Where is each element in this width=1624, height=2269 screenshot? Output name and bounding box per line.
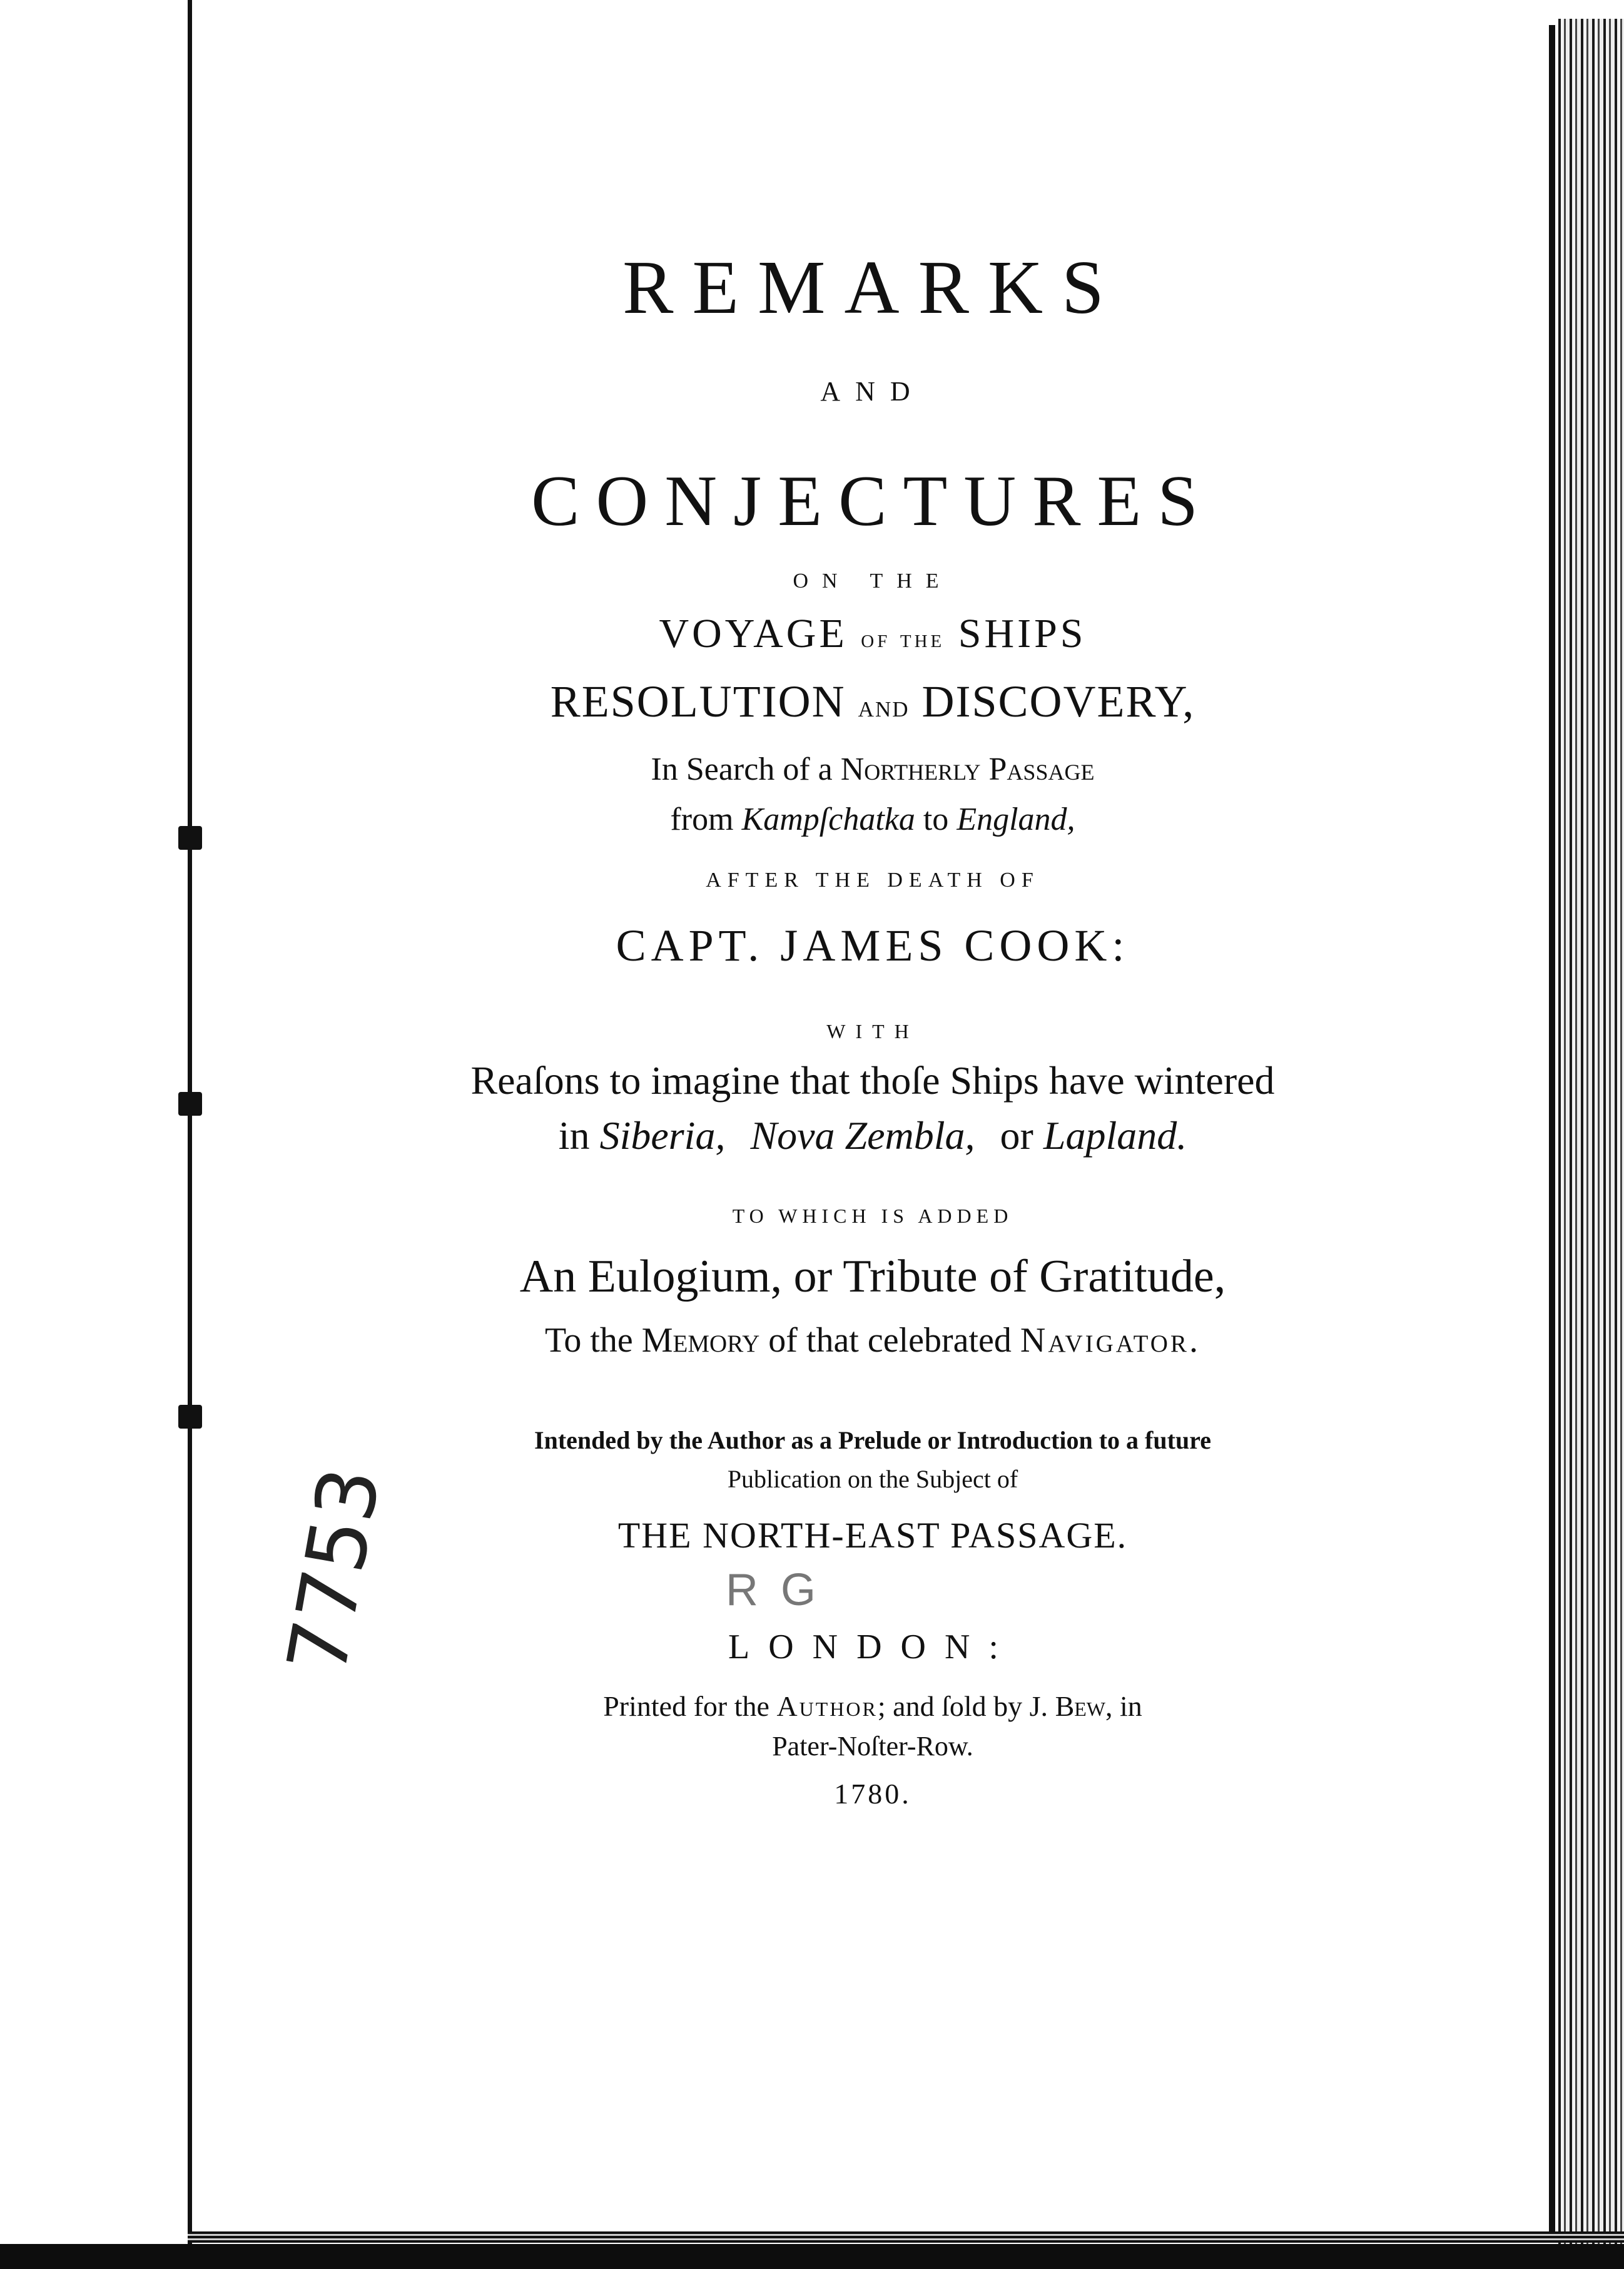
lapland-word: Lapland. (1043, 1113, 1187, 1158)
and-word: and (858, 688, 910, 723)
title-intended: Intended by the Author as a Prelude or Introduction to a future (534, 1426, 1211, 1454)
bew-word: Bew (1055, 1690, 1105, 1722)
title-memory-line (194, 1320, 1551, 1360)
imprint-city: LONDON: (728, 1628, 1017, 1666)
title-on-the: ON THE (793, 569, 953, 593)
title-page-text (194, 0, 1551, 2269)
to-the-text: To the (545, 1321, 633, 1360)
siberia-word: Siberia, (599, 1113, 726, 1158)
title-remarks: REMARKS (622, 245, 1123, 330)
title-captain-cook: CAPT. JAMES COOK: (616, 920, 1130, 971)
search-text: In Search of a (651, 752, 833, 787)
left-page-gutter (188, 0, 192, 2269)
title-voyage-line (194, 610, 1551, 658)
library-stamp: R G (726, 1565, 821, 1615)
handwritten-shelfmark: 7753 (269, 1461, 399, 1681)
nova-zembla-word: Nova Zembla, (750, 1113, 975, 1158)
to-word: to (923, 802, 949, 837)
title-search-line (194, 751, 1551, 788)
in-word: in (558, 1113, 590, 1158)
title-conjectures: CONJECTURES (531, 461, 1214, 541)
title-to-which-is-added: TO WHICH IS ADDED (732, 1205, 1013, 1227)
resolution-word: RESOLUTION (550, 676, 846, 727)
title-reasons: Reaſons to imagine that thoſe Ships have wintered (470, 1058, 1275, 1103)
title-eulogium: An Eulogium, or Tribute of Gratitude, (519, 1251, 1226, 1302)
imprint-address: Pater-Noſter-Row. (772, 1731, 973, 1762)
printed-for-text: Printed for the (603, 1690, 769, 1722)
imprint-year: 1780. (834, 1778, 911, 1810)
celebrated-text: of that celebrated (768, 1321, 1012, 1360)
kampschatka-word: Kampſchatka (741, 802, 915, 837)
northerly-passage-text: Northerly Passage (840, 752, 1095, 787)
or-word: or (1000, 1113, 1033, 1158)
navigator-word: Navigator. (1020, 1321, 1200, 1360)
title-places-line (194, 1113, 1551, 1159)
title-with: WITH (826, 1020, 919, 1043)
voyage-word: VOYAGE (659, 611, 848, 656)
title-after-death: AFTER THE DEATH OF (706, 869, 1040, 892)
author-word: Author (776, 1690, 878, 1722)
title-and: AND (820, 376, 925, 407)
england-word: England, (957, 802, 1075, 837)
of-the-words: of the (861, 625, 945, 653)
in-text: , in (1105, 1690, 1142, 1722)
page-stack-edges (1558, 19, 1624, 2246)
from-word: from (670, 802, 734, 837)
title-north-east-passage: THE NORTH-EAST PASSAGE. (617, 1515, 1128, 1556)
memory-word: Memory (641, 1321, 760, 1360)
title-publication: Publication on the Subject of (727, 1465, 1018, 1493)
imprint-printed-line (194, 1690, 1551, 1723)
title-from-line (194, 801, 1551, 838)
sold-by-text: ; and ſold by J. (877, 1690, 1048, 1722)
title-resolution-line (194, 676, 1551, 728)
discovery-word: DISCOVERY, (921, 676, 1195, 727)
ships-word: SHIPS (958, 611, 1087, 656)
